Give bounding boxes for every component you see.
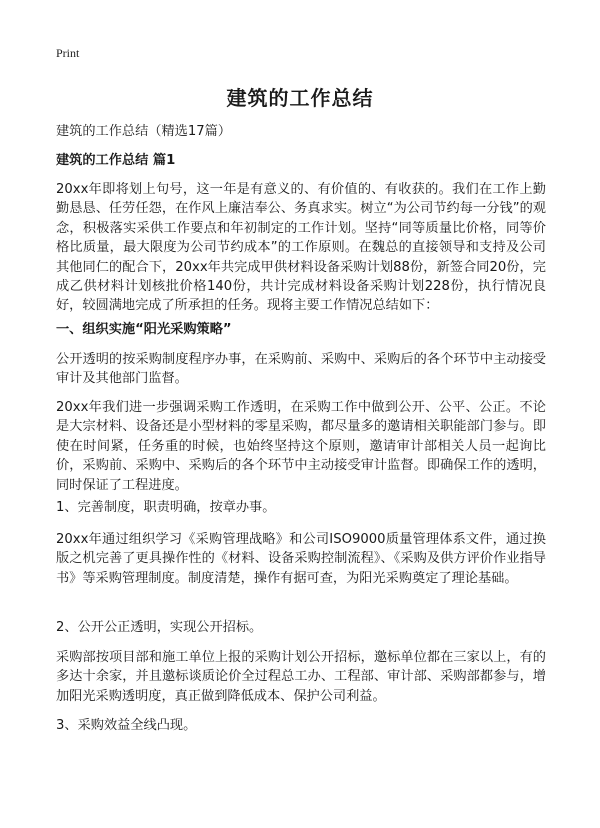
paragraph-1: 公开透明的按采购制度程序办事，在采购前、采购中、采购后的各个环节中主动接受审计及其他部门监督。 [56, 352, 546, 387]
document-subtitle: 建筑的工作总结（精选17篇） [56, 124, 232, 139]
page-title: 建筑的工作总结 [226, 86, 374, 110]
intro-paragraph: 20xx年即将划上句号，这一年是有意义的、有价值的、有收获的。我们在工作上勤勤恳恳、任劳任怨，在作风上廉洁奉公、务真求实。树立“为公司节约每一分钱”的观念，积极落实采供工作要点和年初制定的工作计划。坚持“同等质量比价格，同等价格比质量，最大限度为公司节约成本”的工作原则。在魏总的直接领导和支持及公司其他同仁的配合下，20xx年共完成甲供材料设备采购计划88份，新签合同20份，完成乙供材料计划核批价格140份，共计完成材料设备采购计划228份，执行情况良好，较圆满地完成了所承担的任务。现将主要工作情况总结如下： [56, 182, 546, 314]
heading-one: 一、组织实施“阳光采购策略” [56, 322, 232, 337]
paragraph-4: 采购部按项目部和施工单位上报的采购计划公开招标，邀标单位都在三家以上，有的多达十余家，并且邀标谈质论价全过程总工办、工程部、审计部、采购部都参与，增加阳光采购透明度，真正做到降低成本、保护公司利益。 [56, 650, 546, 704]
list-item-3: 3、采购效益全线凸现。 [56, 718, 197, 733]
list-item-1: 1、完善制度，职责明确，按章办事。 [56, 500, 276, 515]
paragraph-3: 20xx年通过组织学习《采购管理战略》和公司ISO9000质量管理体系文件，通过换版之机完善了更具操作性的《材料、设备采购控制流程》、《采购及供方评价作业指导书》等采购管理制度。制度清楚，操作有据可查，为阳光采购奠定了理论基础。 [56, 532, 546, 586]
paragraph-2: 20xx年我们进一步强调采购工作透明，在采购工作中做到公开、公平、公正。不论是大宗材料、设备还是小型材料的零星采购，都尽量多的邀请相关职能部门参与。即使在时间紧，任务重的时候，也始终坚持这个原则，邀请审计部相关人员一起询比价，采购前、采购中、采购后的各个环节中主动接受审计监督。即确保工作的透明，同时保证了工程进度。 [56, 400, 546, 493]
list-item-2: 2、公开公正透明，实现公开招标。 [56, 620, 263, 635]
print-label[interactable]: Print [56, 46, 80, 60]
section-heading: 建筑的工作总结 篇1 [56, 153, 176, 168]
